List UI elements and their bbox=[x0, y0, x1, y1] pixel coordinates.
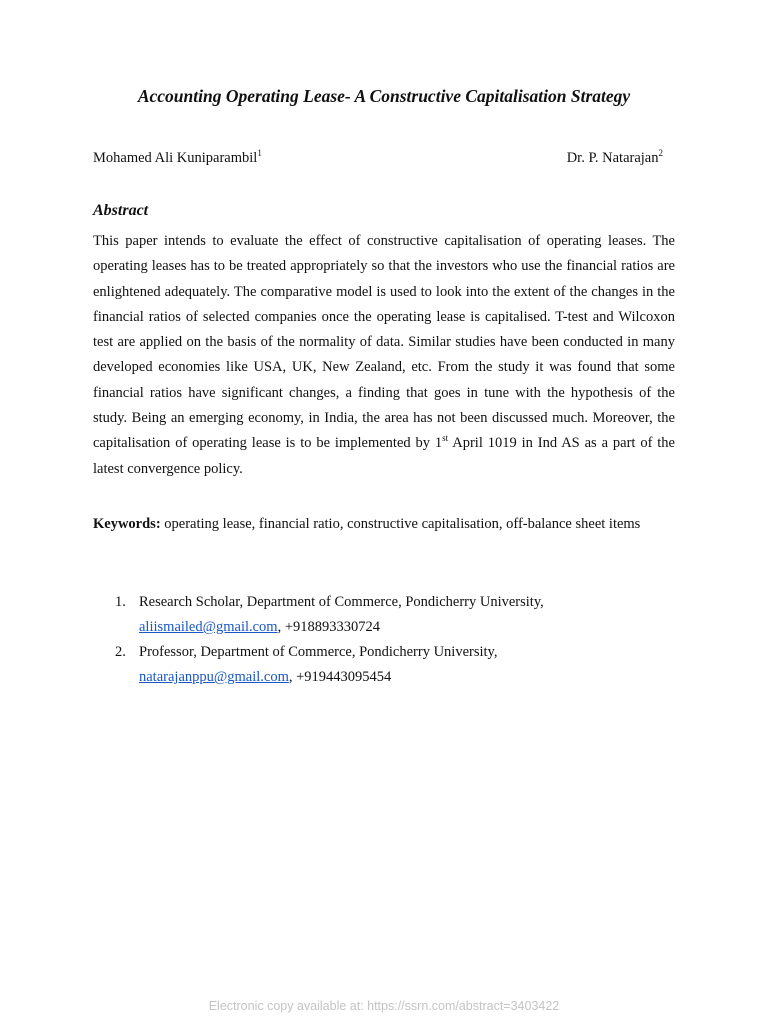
email-link[interactable]: aliismailed@gmail.com bbox=[139, 619, 278, 635]
abstract-date-num: 1 bbox=[434, 435, 443, 452]
affiliation-number: 2. bbox=[115, 644, 126, 660]
affiliation-list bbox=[93, 590, 653, 690]
ssrn-footer: Electronic copy available at: https://ssrn.com/abstract=3403422 bbox=[208, 999, 560, 1013]
affiliation-text: Professor, Department of Commerce, Pondicherry University, bbox=[139, 644, 498, 660]
abstract-date-sup: st bbox=[442, 433, 449, 444]
author-line bbox=[93, 150, 663, 167]
keywords-label: Keywords: bbox=[93, 516, 161, 532]
affiliation-item bbox=[93, 590, 653, 640]
keywords-text: operating lease, financial ratio, constructive capitalisation, off-balance sheet items bbox=[160, 516, 641, 532]
affiliation-item bbox=[93, 640, 653, 690]
author-2 bbox=[567, 150, 663, 167]
phone-number: , +918893330724 bbox=[277, 619, 381, 635]
author-1-name: Mohamed Ali Kuniparambil bbox=[93, 150, 258, 166]
keywords-line bbox=[93, 516, 693, 533]
abstract-text: This paper intends to evaluate the effect of constructive capitalisation of operating leases. The operating leases has to be treated appropriately so that the investors who use the financial ratios are enlightened adequately. The comparative model is used to look into the extent of the changes in the financial ratios of selected companies once the operating lease is capitalised. T-test and Wilcoxon test are applied on the basis of the normality of data. Similar studies have been conducted in many developed economies like USA, UK, New Zealand, etc. From the study it was found that some financial ratios have significant changes, a finding that goes in tune with the hypothesis of the study. Being an emerging economy, in India, the area has not been discussed much. Moreover, the capitalisation of operating lease is to be implemented by bbox=[93, 233, 675, 452]
abstract-body bbox=[93, 229, 675, 482]
author-1 bbox=[93, 150, 262, 167]
abstract-heading: Abstract bbox=[93, 202, 149, 219]
phone-number: , +919443095454 bbox=[288, 669, 392, 685]
author-1-mark: 1 bbox=[257, 148, 262, 158]
affiliation-text: Research Scholar, Department of Commerce, Pondicherry University, bbox=[139, 594, 544, 610]
author-2-mark: 2 bbox=[658, 148, 663, 158]
affiliation-number: 1. bbox=[115, 594, 126, 610]
paper-title: Accounting Operating Lease- A Constructive Capitalisation Strategy bbox=[137, 86, 631, 106]
email-link[interactable]: natarajanppu@gmail.com bbox=[139, 669, 289, 685]
author-2-name: Dr. P. Natarajan bbox=[566, 150, 659, 166]
abstract-tail: April 1019 in Ind AS as a part of the latest convergence policy. bbox=[93, 435, 675, 477]
